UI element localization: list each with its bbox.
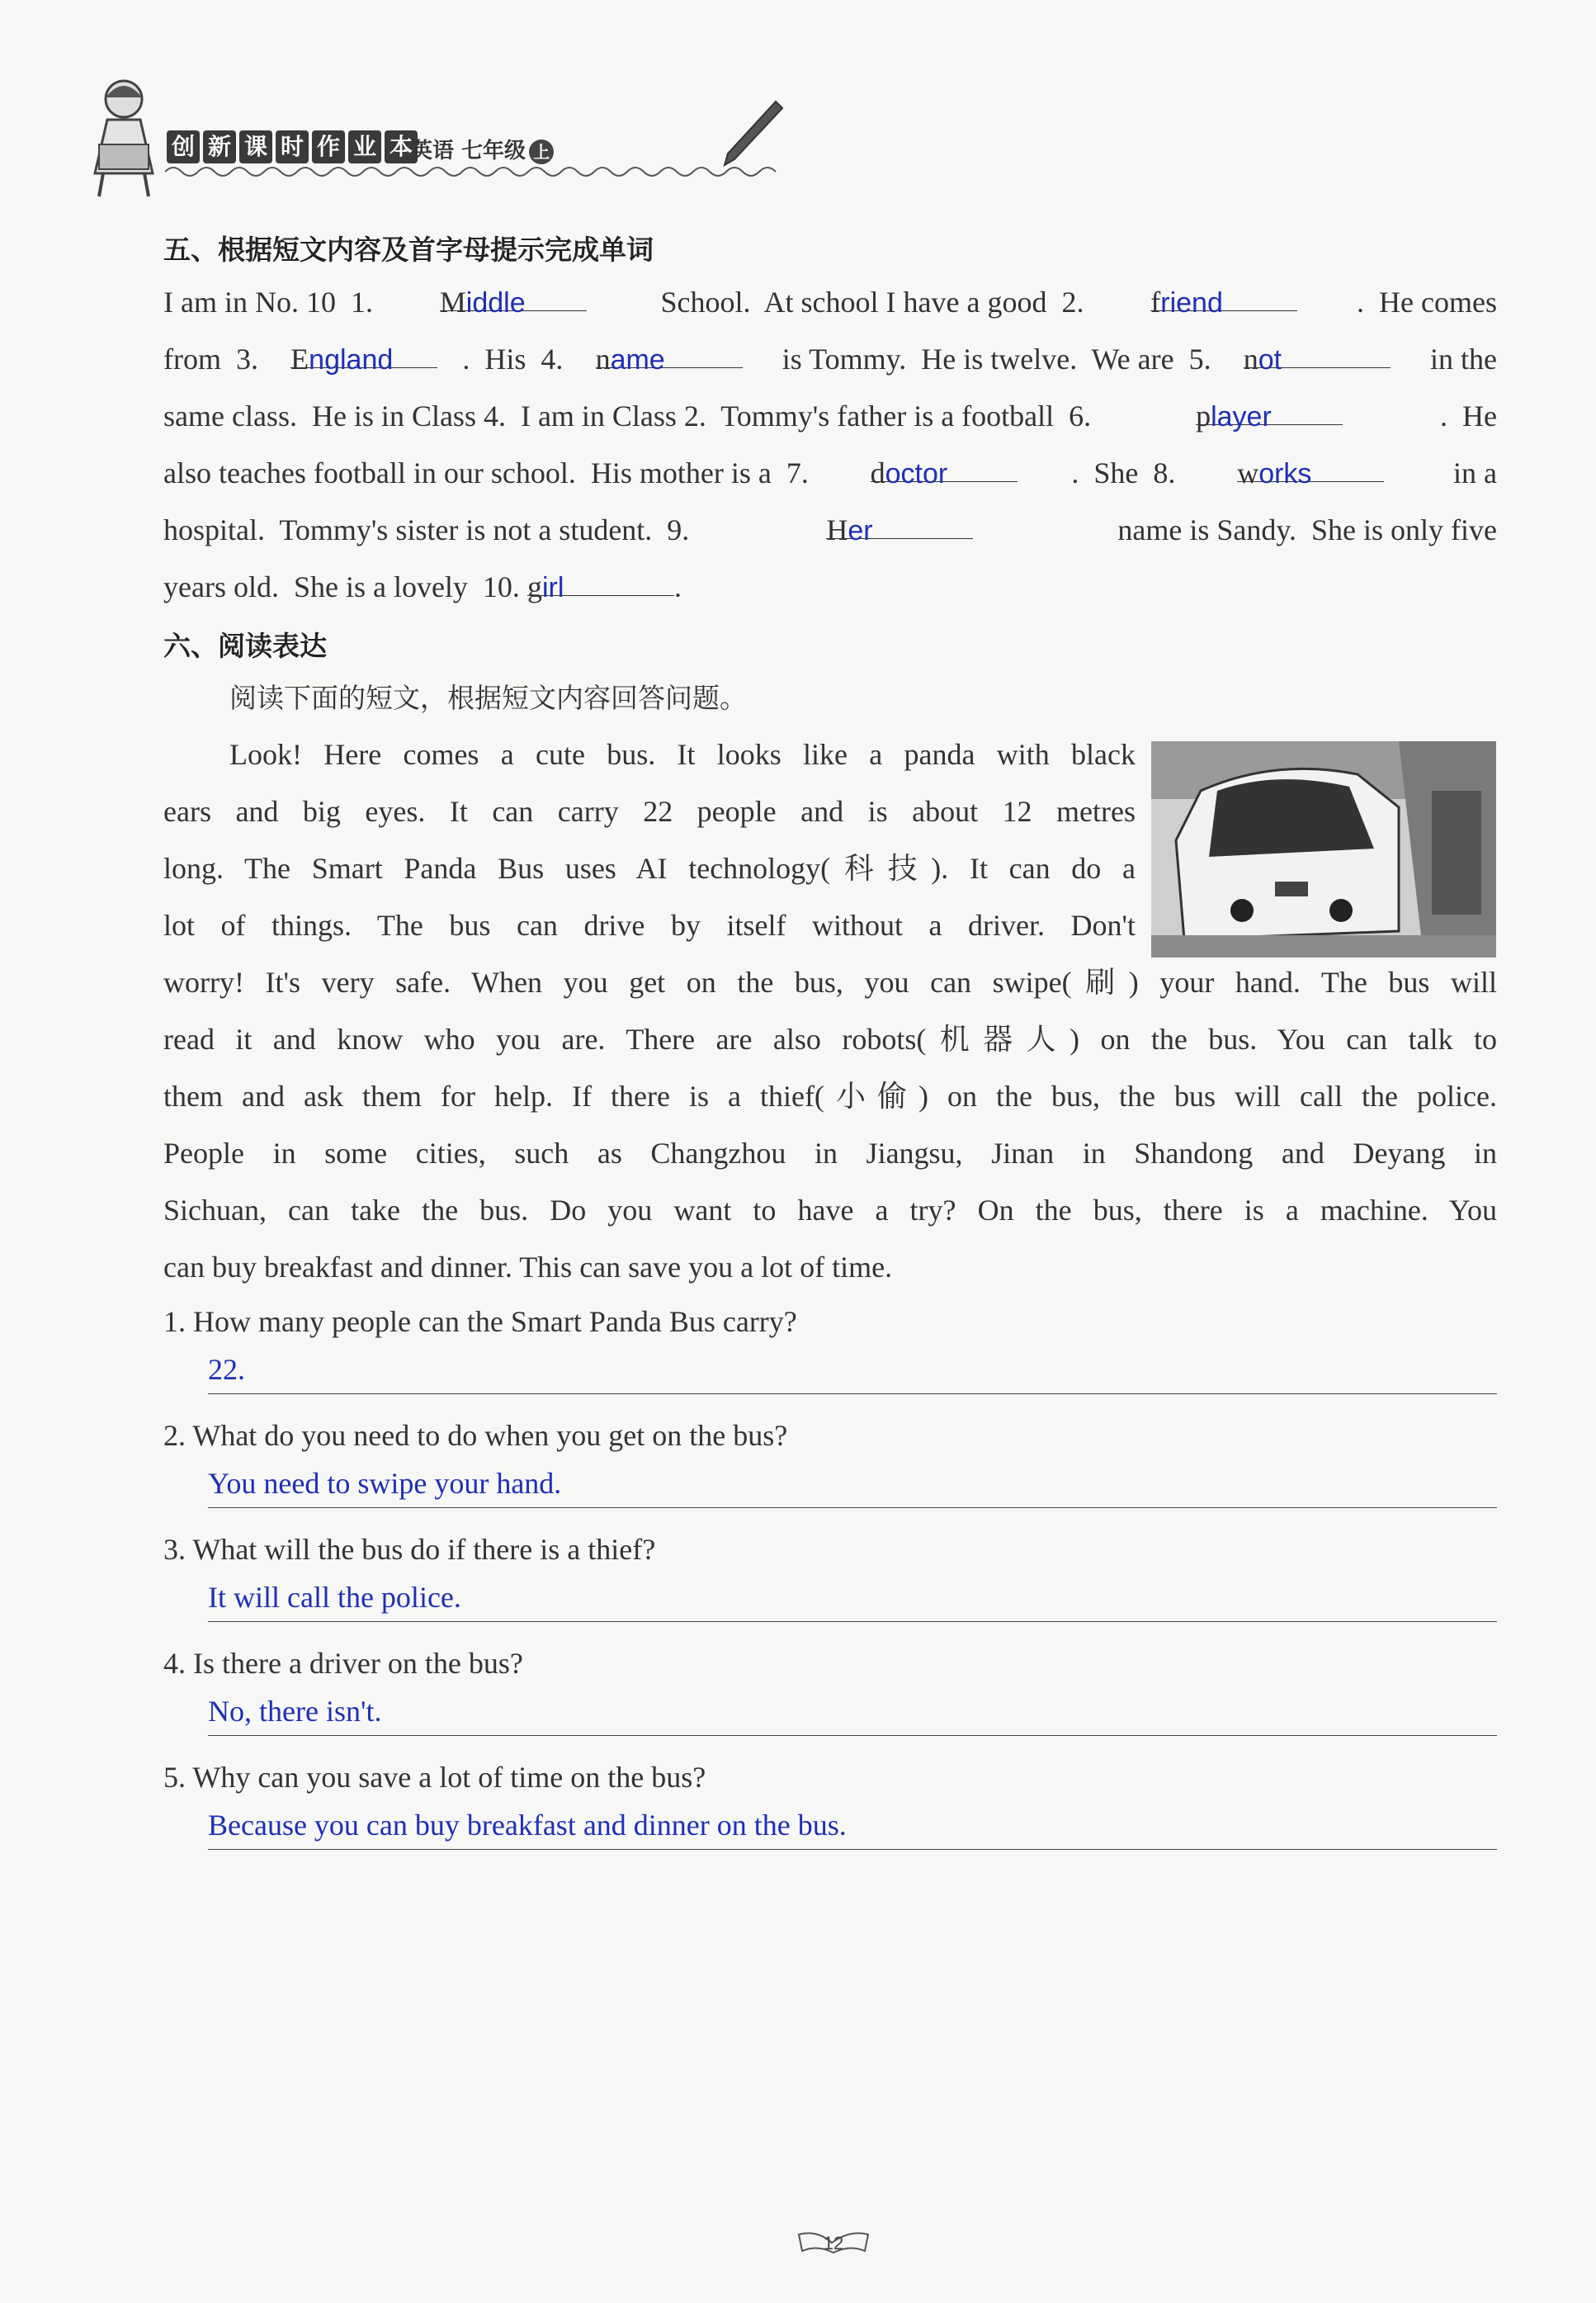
- question-text: 5. Why can you save a lot of time on the bus?: [163, 1761, 706, 1794]
- cloze-text: from 3.: [163, 343, 266, 376]
- passage-line: them and ask them for help. If there is a thief(小偷) on the bus, the bus will call the police.: [163, 1080, 1497, 1113]
- subject-grade: 英语 七年级 上: [411, 134, 554, 164]
- handwritten-answer: er: [848, 515, 873, 546]
- cloze-text: is Tommy. He is twelve. We are 5.: [767, 343, 1219, 376]
- pencil-icon: [718, 97, 784, 172]
- brand-char: 新: [203, 130, 236, 163]
- cloze-text: I am in No. 10 1.: [163, 286, 380, 319]
- handwritten-answer: ngland: [309, 344, 394, 376]
- page-header: [74, 66, 800, 198]
- handwritten-answer: riend: [1160, 287, 1223, 319]
- cloze-text: . His 4.: [462, 343, 571, 376]
- passage-line: can buy breakfast and dinner. This can save you a lot of time.: [163, 1251, 893, 1284]
- passage-line: read it and know who you are. There are also robots(机器人) on the bus. You can talk to: [163, 1023, 1497, 1056]
- answer-blank[interactable]: [870, 445, 1018, 489]
- brand-title: [167, 130, 418, 163]
- section5-title: 五、根据短文内容及首字母提示完成单词: [163, 234, 654, 266]
- answer-blank[interactable]: [439, 274, 587, 319]
- answer-blank[interactable]: [1150, 274, 1297, 319]
- passage-line: lot of things. The bus can drive by itself without a driver. Don't: [163, 909, 1136, 942]
- answer-blank[interactable]: [595, 331, 743, 376]
- question-text: 3. What will the bus do if there is a thief?: [163, 1533, 656, 1566]
- passage-line: ears and big eyes. It can carry 22 people and is about 12 metres: [163, 795, 1136, 828]
- page-number: 12: [792, 2233, 875, 2254]
- answer-line[interactable]: It will call the police.: [208, 1580, 1497, 1622]
- first-letter-hint: n: [1243, 343, 1258, 376]
- answer-blank[interactable]: [1196, 388, 1343, 433]
- passage-line: People in some cities, such as Changzhou in Jiangsu, Jinan in Shandong and Deyang in: [163, 1137, 1497, 1170]
- question-text: 2. What do you need to do when you get on the bus?: [163, 1419, 788, 1452]
- passage-line: long. The Smart Panda Bus uses AI technology(科技). It can do a: [163, 852, 1136, 885]
- cloze-line: [163, 559, 1497, 616]
- cloze-text: in the: [1414, 343, 1497, 376]
- student-mascot-icon: [74, 74, 173, 198]
- answer-blank[interactable]: [826, 502, 973, 546]
- answer-line[interactable]: 22.: [208, 1352, 1497, 1394]
- cloze-text: . She 8.: [1071, 456, 1183, 489]
- section6-instruction: 阅读下面的短文，根据短文内容回答问题。: [229, 682, 747, 714]
- cloze-text: also teaches football in our school. His mother is a 7.: [163, 456, 816, 489]
- answer-line[interactable]: No, there isn't.: [208, 1694, 1497, 1736]
- answer-blank[interactable]: [290, 331, 437, 376]
- answer-blank[interactable]: [1237, 445, 1384, 489]
- cloze-text: name is Sandy. She is only five: [1103, 513, 1497, 546]
- first-letter-hint: p: [1196, 400, 1211, 433]
- cloze-text: . He comes: [1357, 286, 1497, 319]
- panda-bus-photo: [1151, 741, 1496, 958]
- question-text: 1. How many people can the Smart Panda Bus carry?: [163, 1305, 797, 1338]
- passage-line: worry! It's very safe. When you get on the bus, you can swipe(刷) your hand. The bus will: [163, 966, 1497, 999]
- handwritten-answer: octor: [885, 458, 948, 489]
- answer-blank[interactable]: [526, 559, 674, 603]
- brand-char: 本: [385, 130, 418, 163]
- handwritten-answer: irl: [541, 572, 564, 603]
- brand-char: 时: [276, 130, 309, 163]
- cloze-line: [163, 331, 1497, 388]
- cloze-line: [163, 274, 1497, 331]
- question-text: 4. Is there a driver on the bus?: [163, 1647, 523, 1680]
- brand-char: 业: [348, 130, 381, 163]
- section5-cloze-paragraph: [163, 274, 1497, 616]
- cloze-text: .: [673, 570, 682, 603]
- handwritten-answer: ame: [610, 344, 665, 376]
- handwritten-answer: iddle: [465, 287, 526, 319]
- cloze-line: [163, 502, 1497, 559]
- first-letter-hint: g: [526, 570, 542, 603]
- passage-line: Look! Here comes a cute bus. It looks like a panda with black: [229, 738, 1136, 771]
- brand-char: 课: [239, 130, 272, 163]
- first-letter-hint: H: [826, 513, 848, 546]
- section6-title: 六、阅读表达: [163, 630, 327, 662]
- answer-blank[interactable]: [1243, 331, 1391, 376]
- handwritten-answer: layer: [1211, 401, 1272, 433]
- answer-line[interactable]: Because you can buy breakfast and dinner on the bus.: [208, 1808, 1497, 1850]
- cloze-text: in a: [1438, 456, 1497, 489]
- grade-mark: 上: [529, 140, 554, 164]
- cloze-line: [163, 388, 1497, 445]
- first-letter-hint: w: [1237, 456, 1259, 489]
- cloze-text: . He: [1440, 400, 1497, 433]
- brand-char: 创: [167, 130, 200, 163]
- first-letter-hint: E: [290, 343, 309, 376]
- passage-line: Sichuan, can take the bus. Do you want to have a try? On the bus, there is a machine. You: [163, 1194, 1497, 1227]
- first-letter-hint: d: [870, 456, 885, 489]
- handwritten-answer: orks: [1258, 458, 1312, 489]
- answer-line[interactable]: You need to swipe your hand.: [208, 1466, 1497, 1508]
- first-letter-hint: n: [595, 343, 611, 376]
- first-letter-hint: f: [1150, 286, 1161, 319]
- cloze-text: School. At school I have a good 2.: [645, 286, 1092, 319]
- brand-char: 作: [312, 130, 345, 163]
- first-letter-hint: M: [439, 286, 466, 319]
- header-wave-divider: [165, 163, 809, 180]
- cloze-line: [163, 445, 1497, 502]
- cloze-text: hospital. Tommy's sister is not a student. 9.: [163, 513, 697, 546]
- cloze-text: same class. He is in Class 4. I am in Class 2. Tommy's father is a football 6.: [163, 400, 1099, 433]
- cloze-text: years old. She is a lovely 10.: [163, 570, 527, 603]
- handwritten-answer: ot: [1258, 344, 1282, 376]
